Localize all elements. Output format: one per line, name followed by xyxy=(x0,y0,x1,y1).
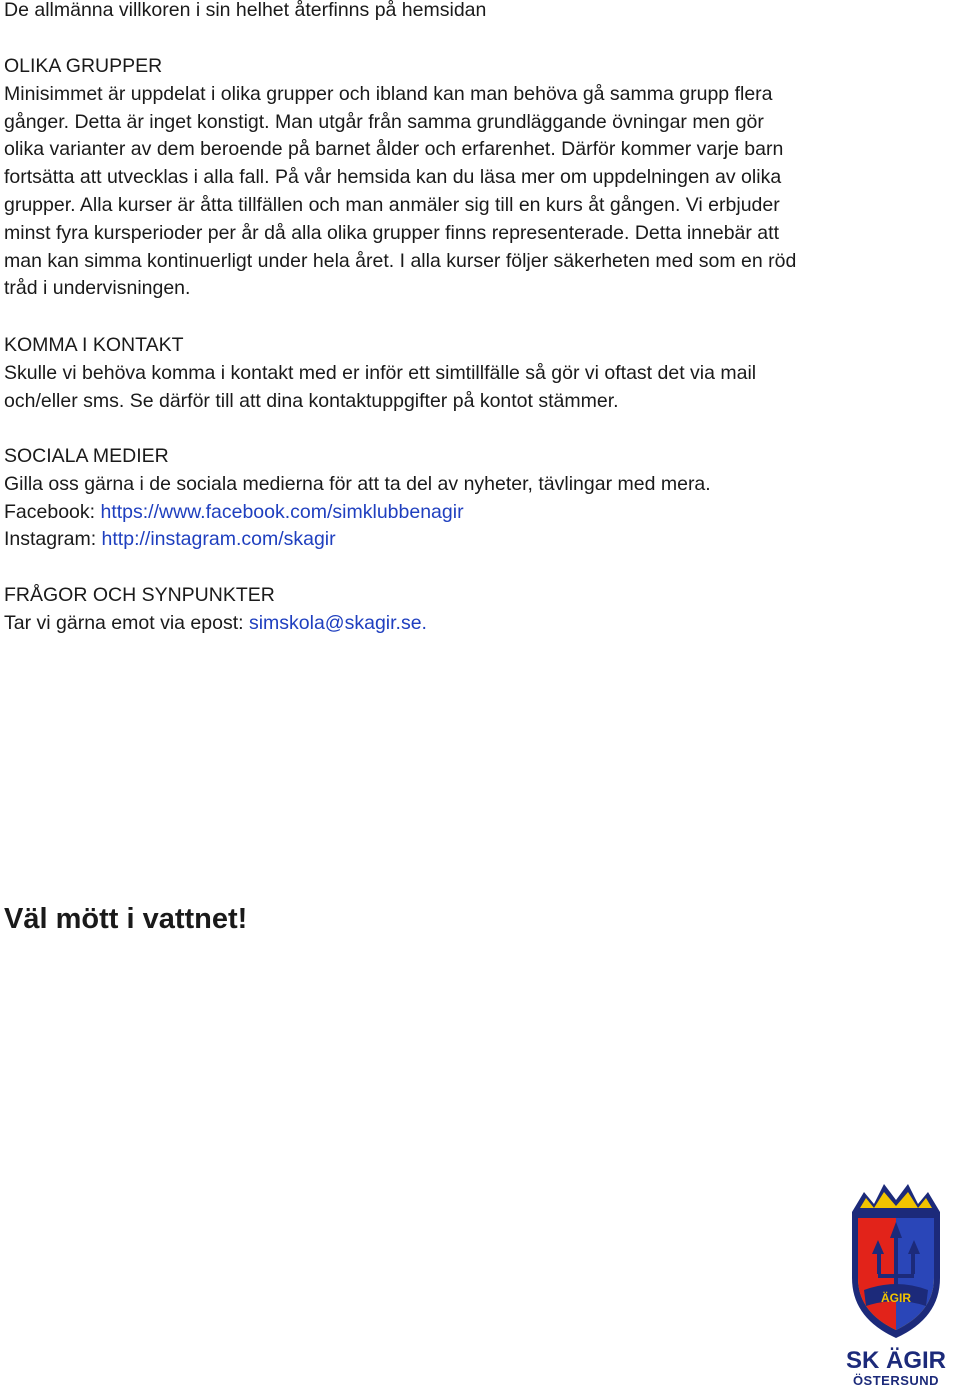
intro-text: De allmänna villkoren i sin helhet återfinns på hemsidan xyxy=(4,0,487,21)
paragraph-line: Skulle vi behöva komma i kontakt med er inför ett simtillfälle så gör vi oftast det via mail xyxy=(4,361,757,384)
section-groups xyxy=(4,53,796,303)
paragraph-line: tråd i undervisningen. xyxy=(4,277,191,300)
facebook-row xyxy=(4,499,711,527)
paragraph-line: minst fyra kursperioder per år då alla olika grupper finns representerade. Detta innebär att xyxy=(4,221,779,244)
questions-text: Tar vi gärna emot via epost: xyxy=(4,611,249,634)
section-social-media xyxy=(4,443,711,554)
paragraph-line: Minisimmet är uppdelat i olika grupper och ibland kan man behöva gå samma grupp flera xyxy=(4,82,773,105)
section-contact xyxy=(4,332,756,415)
paragraph-line: olika varianter av dem beroende på barnet ålder och erfarenhet. Därför kommer varje barn xyxy=(4,138,784,161)
section-questions xyxy=(4,582,427,638)
closing-greeting: Väl mött i vattnet! xyxy=(4,903,248,935)
questions-row xyxy=(4,610,427,638)
paragraph-line: och/eller sms. Se därför till att dina kontaktuppgifter på kontot stämmer. xyxy=(4,389,619,412)
paragraph-line: fortsätta att utvecklas i alla fall. På vår hemsida kan du läsa mer om uppdelningen av olika xyxy=(4,166,782,189)
instagram-label: Instagram: xyxy=(4,528,102,551)
paragraph-line: grupper. Alla kurser är åtta tillfällen och man anmäler sig till en kurs åt gången. Vi erbjuder xyxy=(4,193,780,216)
sk-agir-logo xyxy=(842,1178,950,1390)
social-intro: Gilla oss gärna i de sociala medierna för att ta del av nyheter, tävlingar med mera. xyxy=(4,472,711,495)
paragraph-line: gånger. Detta är inget konstigt. Man utgår från samma grundläggande övningar men gör xyxy=(4,110,764,133)
logo-city: ÖSTERSUND xyxy=(852,1373,940,1388)
section-title-contact: KOMMA I KONTAKT xyxy=(4,334,184,356)
facebook-link[interactable]: https://www.facebook.com/simklubbenagir xyxy=(100,500,464,523)
section-title-questions: FRÅGOR OCH SYNPUNKTER xyxy=(4,584,275,606)
emblem-text: ÄGIR xyxy=(881,1291,911,1305)
paragraph-line: man kan simma kontinuerligt under hela året. I alla kurser följer säkerheten med som en röd xyxy=(4,249,797,272)
logo-name: SK ÄGIR xyxy=(845,1347,947,1374)
facebook-label: Facebook: xyxy=(4,500,101,523)
section-title-groups: OLIKA GRUPPER xyxy=(4,55,163,77)
email-link[interactable]: simskola@skagir.se. xyxy=(248,611,427,634)
instagram-link[interactable]: http://instagram.com/skagir xyxy=(101,528,336,551)
section-title-social: SOCIALA MEDIER xyxy=(4,445,169,467)
instagram-row xyxy=(4,526,711,554)
